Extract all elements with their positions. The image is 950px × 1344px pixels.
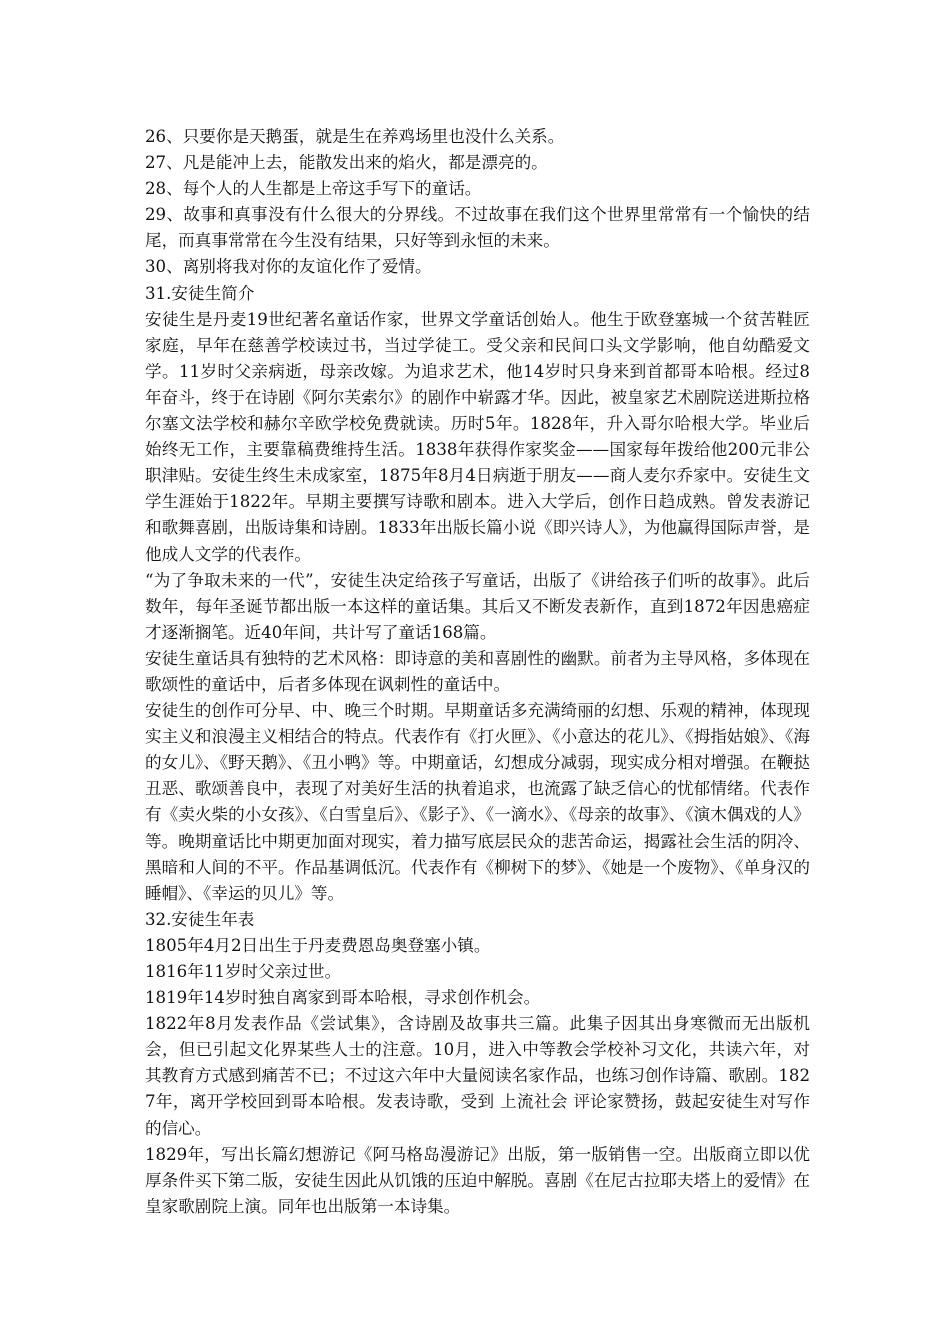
document-page <box>145 124 810 1220</box>
biography-paragraph-2: “为了争取未来的一代”，安徒生决定给孩子写童话，出版了《讲给孩子们听的故事》。此后数年，每年圣诞节都出版一本这样的童话集。其后又不断发表新作，直到1872年因患癌症才逐渐搁笔。近40年间，共计写了童话168篇。 <box>145 570 810 642</box>
quote-27: 27、凡是能冲上去，能散发出来的焰火，都是漂亮的。 <box>145 153 548 173</box>
biography-paragraph-3: 安徒生童话具有独特的艺术风格：即诗意的美和喜剧性的幽默。前者为主导风格，多体现在歌颂性的童话中，后者多体现在讽刺性的童话中。 <box>145 648 810 694</box>
quote-29: 29、故事和真事没有什么很大的分界线。不过故事在我们这个世界里常常有一个愉快的结尾，而真事常常在今生没有结果，只好等到永恒的未来。 <box>145 205 810 251</box>
quote-28: 28、每个人的人生都是上帝这手写下的童话。 <box>145 179 482 199</box>
section-heading-biography: 31.安徒生简介 <box>145 283 255 303</box>
chronology-entry-1819: 1819年14岁时独自离家到哥本哈根，寻求创作机会。 <box>145 988 541 1008</box>
quote-26: 26、只要你是天鹅蛋，就是生在养鸡场里也没什么关系。 <box>145 127 565 146</box>
section-heading-chronology: 32.安徒生年表 <box>145 909 255 929</box>
chronology-entry-1816: 1816年11岁时父亲过世。 <box>145 962 342 981</box>
chronology-entry-1805: 1805年4月2日出生于丹麦费恩岛奥登塞小镇。 <box>145 935 491 955</box>
chronology-entry-1829: 1829年，写出长篇幻想游记《阿马格岛漫游记》出版，第一版销售一空。出版商立即以优厚条件买下第二版，安徒生因此从饥饿的压迫中解脱。喜剧《在尼古拉耶夫塔上的爱情》在皇家歌剧院上演。同年也出版第一本诗集。 <box>145 1144 810 1216</box>
biography-paragraph-4: 安徒生的创作可分早、中、晚三个时期。早期童话多充满绮丽的幻想、乐观的精神，体现现实主义和浪漫主义相结合的特点。代表作有《打火匣》、《小意达的花儿》、《拇指姑娘》、《海的女儿》、《野天鹅》、《丑小鸭》等。中期童话，幻想成分减弱，现实成分相对增强。在鞭挞丑恶、歌颂善良中，表现了对美好生活的执着追求，也流露了缺乏信心的忧郁情绪。代表作有《卖火柴的小女孩》、《白雪皇后》、《影子》、《一滴水》、《母亲的故事》、《演木偶戏的人》等。晚期童话比中期更加面对现实，着力描写底层民众的悲苦命运，揭露社会生活的阴冷、黑暗和人间的不平。作品基调低沉。代表作有《柳树下的梦》、《她是一个废物》、《单身汉的睡帽》、《幸运的贝儿》等。 <box>145 701 810 903</box>
biography-paragraph-1: 安徒生是丹麦19世纪著名童话作家，世界文学童话创始人。他生于欧登塞城一个贫苦鞋匠家庭，早年在慈善学校读过书，当过学徒工。受父亲和民间口头文学影响，他自幼酷爱文学。11岁时父亲病逝，母亲改嫁。为追求艺术，他14岁时只身来到首都哥本哈根。经过8年奋斗，终于在诗剧《阿尔芙索尔》的剧作中崭露才华。因此，被皇家艺术剧院送进斯拉格尔塞文法学校和赫尔辛欧学校免费就读。历时5年。1828年，升入哥尔哈根大学。毕业后始终无工作，主要靠稿费维持生活。1838年获得作家奖金——国家每年拨给他200元非公职津贴。安徒生终生未成家室，1875年8月4日病逝于朋友——商人麦尔乔家中。安徒生文学生涯始于1822年。早期主要撰写诗歌和剧本。进入大学后，创作日趋成熟。曾发表游记和歌舞喜剧，出版诗集和诗剧。1833年出版长篇小说《即兴诗人》，为他赢得国际声誉，是他成人文学的代表作。 <box>145 309 810 564</box>
quote-30: 30、离别将我对你的友谊化作了爱情。 <box>145 257 432 277</box>
chronology-entry-1822: 1822年8月发表作品《尝试集》，含诗剧及故事共三篇。此集子因其出身寒微而无出版机会，但已引起文化界某些人士的注意。10月，进入中等教会学校补习文化，共读六年，对其教育方式感到痛苦不已；不过这六年中大量阅读名家作品，也练习创作诗篇、歌剧。1827年，离开学校回到哥本哈根。发表诗歌，受到 上流社会 评论家赞扬，鼓起安徒生对写作的信心。 <box>145 1014 810 1138</box>
